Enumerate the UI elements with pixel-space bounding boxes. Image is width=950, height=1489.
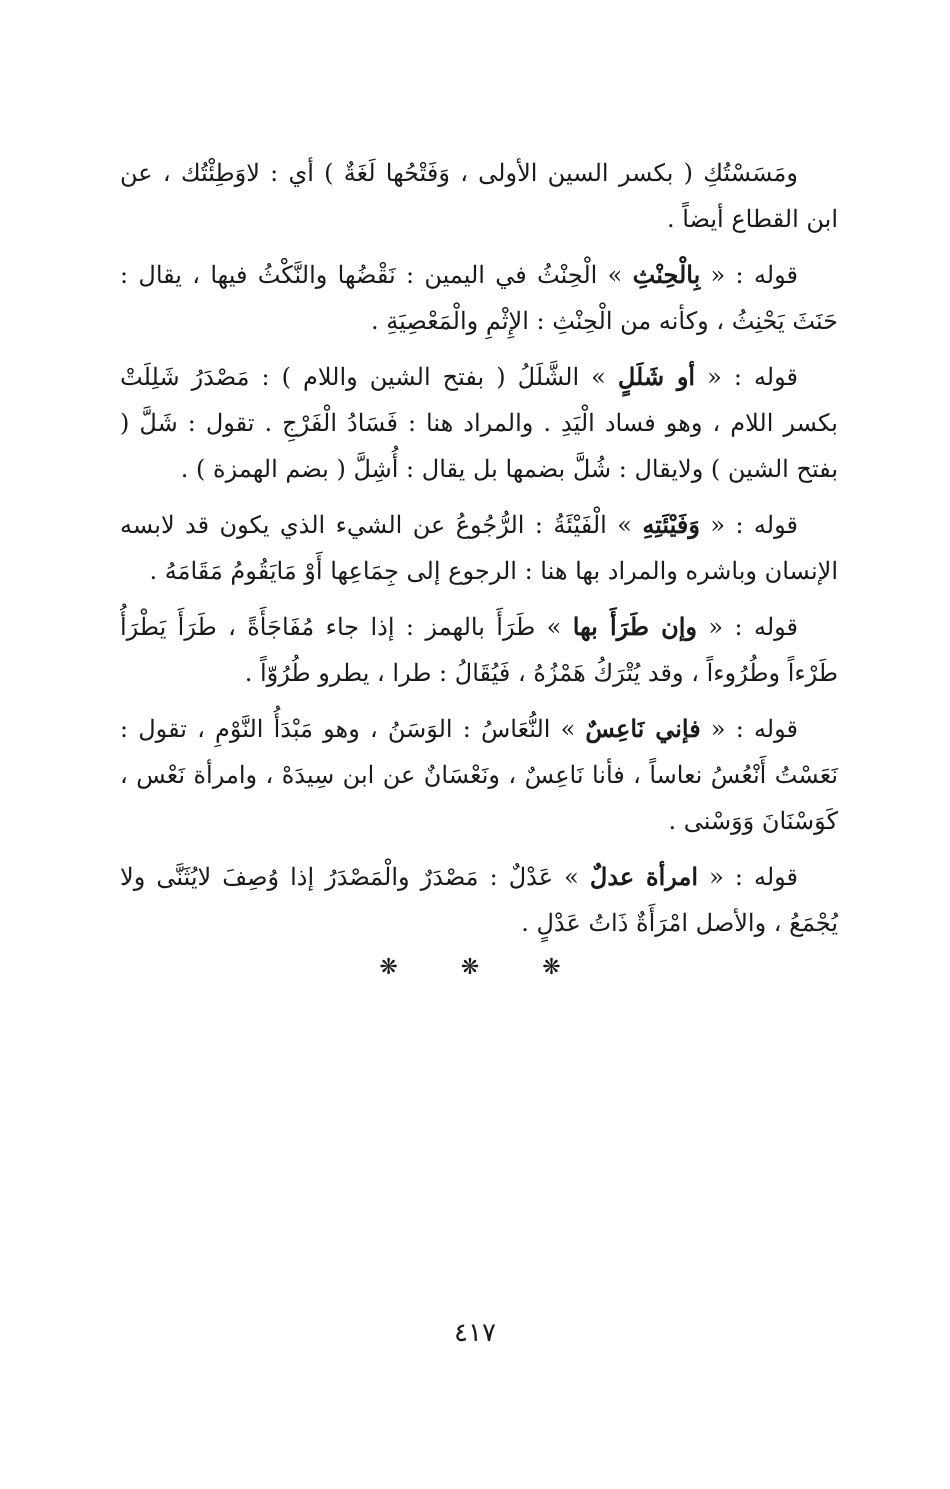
entry-lemma: فإني نَاعِسٌ [585,714,701,743]
paragraph-prefix: قوله : « [696,613,798,641]
section-separator [0,955,950,980]
page-number: ٤١٧ [454,1318,496,1348]
paragraph-text: » الشَّلَلُ ( بفتح الشين واللام ) : مَصْدَرُ شَلِلَتْ بكسر اللام ، وهو فساد الْيَدِ . والمراد هنا : فَسَادُ الْفَرْجِ . تقول : شَلَّ ( بفتح الشين ) ولايقال : شُلَّ بضمها بل يقال : أُشِلَّ ( بضم الهمزة ) . [120,363,838,483]
paragraph-text: » الْفَيْئَةُ : الرُّجُوعُ عن الشيء الذي يكون قد لابسه الإنسان وباشره والمراد بها هنا : الرجوع إلى جِمَاعِها أَوْ مَايَقُومُ مَقَامَهُ . [120,511,838,585]
paragraph-prefix: قوله : « [700,715,798,743]
entry-lemma: وَفَيْئَتِهِ [642,510,700,539]
paragraph-prefix: قوله : « [698,863,799,891]
entry-lemma: أو شَلَلٍ [617,362,696,391]
entry-lemma: بِالْحِنْثِ [632,260,701,289]
paragraph-text: ومَسَسْتُكِ ( بكسر السين الأولى ، وَفَتْحُها لَغَةٌ ) أي : لاوَطِئْتُك ، عن ابن القطاع أيضاً . [120,159,838,233]
paragraph-text: » عَدْلٌ : مَصْدَرٌ والْمَصْدَرُ إذا وُصِفَ لايُثَنَّى ولا يُجْمَعُ ، والأصل امْرَأَةٌ ذَاتُ عَدْلٍ . [120,863,838,937]
paragraph-2 [120,252,838,344]
asterism-icon: ❋ [379,955,408,980]
paragraph-prefix: قوله : « [695,363,798,391]
paragraph-3 [120,354,838,492]
asterism-icon: ❋ [542,955,571,980]
paragraph-1 [120,150,838,242]
paragraph-5 [120,604,838,696]
main-text [120,150,838,956]
paragraph-text: » طَرَأَ بالهمز : إذا جاء مُفَاجَأَةً ، طَرَأَ يَطْرَأُ طَرْءاً وطُرُوءاً ، وقد يُتْرَكُ هَمْزُهُ ، فَيُقَالُ : طرا ، يطرو طُرُوّاً . [120,613,838,687]
paragraph-4 [120,502,838,594]
paragraph-text: » الْحِنْثُ في اليمين : نَقْضُها والنَّكْثُ فيها ، يقال : حَنَثَ يَحْنِثُ ، وكأنه من الْحِنْثِ : الإِثْمِ والْمَعْصِيَةِ . [120,261,838,335]
entry-lemma: وإن طَرَأَ بها [572,612,697,641]
entry-lemma: امرأة عدلٌ [589,862,699,891]
paragraph-6 [120,706,838,844]
paragraph-prefix: قوله : « [700,261,798,289]
paragraph-text: » النُّعَاسُ : الوَسَنُ ، وهو مَبْدَأُ النَّوْمِ ، تقول : نَعَسْتُ أَنْعُسُ نعاساً ، فأنا نَاعِسٌ ، ونَعْسَانٌ عن ابن سِيدَهْ ، وامرأة نَعْس ، كَوَسْنَانَ وَوَسْنى . [120,715,838,835]
asterism-icon: ❋ [460,955,490,980]
paragraph-prefix: قوله : « [699,511,798,539]
paragraph-7 [120,854,838,946]
